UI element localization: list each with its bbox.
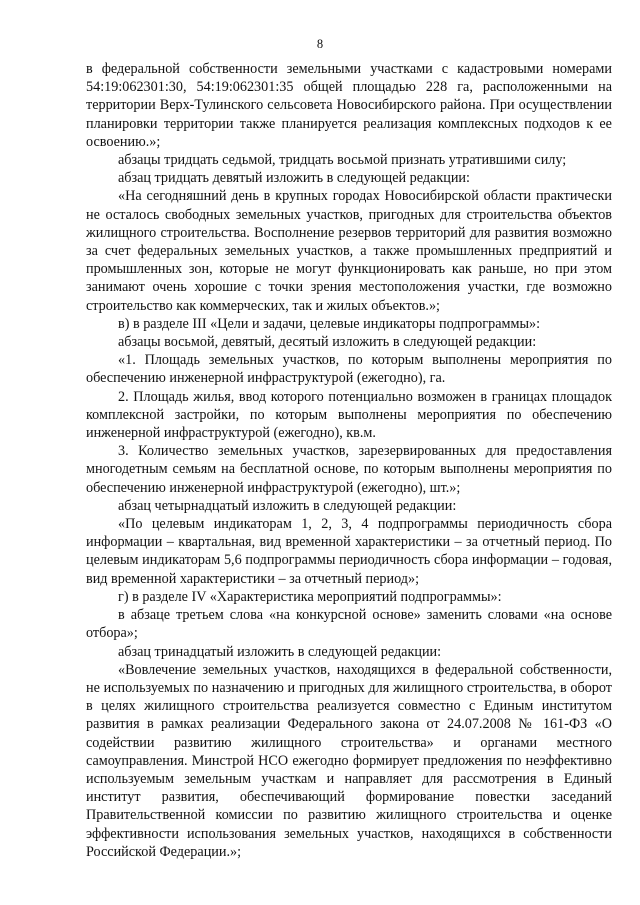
paragraph: абзац четырнадцатый изложить в следующей редакции: <box>118 497 457 514</box>
page-number: 8 <box>316 37 324 51</box>
paragraph: абзацы восьмой, девятый, десятый изложить в следующей редакции: <box>118 334 537 351</box>
paragraph-continuation: в федеральной собственности земельными участками с кадастровыми номерами 54:19:062301:30, 54:19:062301:35 общей площадью 228 га, расположенными на территории Верх-Тулинского сельсовета Новосибирского района. При осуществлении планировки территории также планируется реализация комплексных подходов к ее освоению.»; <box>86 61 612 150</box>
paragraph: г) в разделе IV «Характеристика мероприятий подпрограммы»: <box>118 588 502 605</box>
paragraph: в абзаце третьем слова «на конкурсной основе» заменить словами «на основе отбора»; <box>86 607 612 642</box>
paragraph: абзац тридцать девятый изложить в следующей редакции: <box>118 170 470 187</box>
paragraph: «По целевым индикаторам 1, 2, 3, 4 подпрограммы периодичность сбора информации – квартальная, вид временной характеристики – за отчетный период. По целевым индикаторам 5,6 подпрограммы периодичность сбора информации – годовая, вид временной характеристики – за отчетный период»; <box>86 516 612 587</box>
document-body <box>86 60 612 861</box>
paragraph: 2. Площадь жилья, ввод которого потенциально возможен в границах площадок комплексной застройки, по которым выполнены мероприятия по обеспечению инженерной инфраструктурой (ежегодно), кв.м. <box>86 388 612 442</box>
paragraph: «1. Площадь земельных участков, по которым выполнены мероприятия по обеспечению инженерной инфраструктурой (ежегодно), га. <box>86 352 612 387</box>
paragraph: абзацы тридцать седьмой, тридцать восьмой признать утратившими силу; <box>118 152 567 169</box>
paragraph: абзац тринадцатый изложить в следующей редакции: <box>118 643 442 660</box>
paragraph: 3. Количество земельных участков, зарезервированных для предоставления многодетным семьям на бесплатной основе, по которым выполнены мероприятия по обеспечению инженерной инфраструктурой (ежегодно), шт.»; <box>86 443 612 496</box>
paragraph: «Вовлечение земельных участков, находящихся в федеральной собственности, не используемых по назначению и пригодных для жилищного строительства, в оборот в целях жилищного строительства реализуется совместно с Единым институтом развития в рамках реализации Федерального закона от 24.07.2008 № 161-ФЗ «О содействии развитию жилищного строительства» и органами местного самоуправления. Минстрой НСО ежегодно формирует предложения по неэффективно используемым земельным участкам и направляет для рассмотрения в Единый институт развития, обеспечивающий формирование повестки заседаний Правительственной комиссии по развитию жилищного строительства и оценке эффективности использования земельных участков, находящихся в собственности Российской Федерации.»; <box>86 661 612 860</box>
paragraph: в) в разделе III «Цели и задачи, целевые индикаторы подпрограммы»: <box>118 315 541 332</box>
paragraph: «На сегодняшний день в крупных городах Новосибирской области практически не осталось свободных земельных участков, пригодных для строительства объектов жилищного строительства. Восполнение резервов территорий для развития возможно за счет федеральных земельных участков, а также промышленных предприятий и промышленных зон, которые не могут функционировать как раньше, но при этом занимают очень хорошие с точки зрения местоположения участки, где возможно строительство как коммерческих, так и жилых объектов.»; <box>86 188 612 314</box>
